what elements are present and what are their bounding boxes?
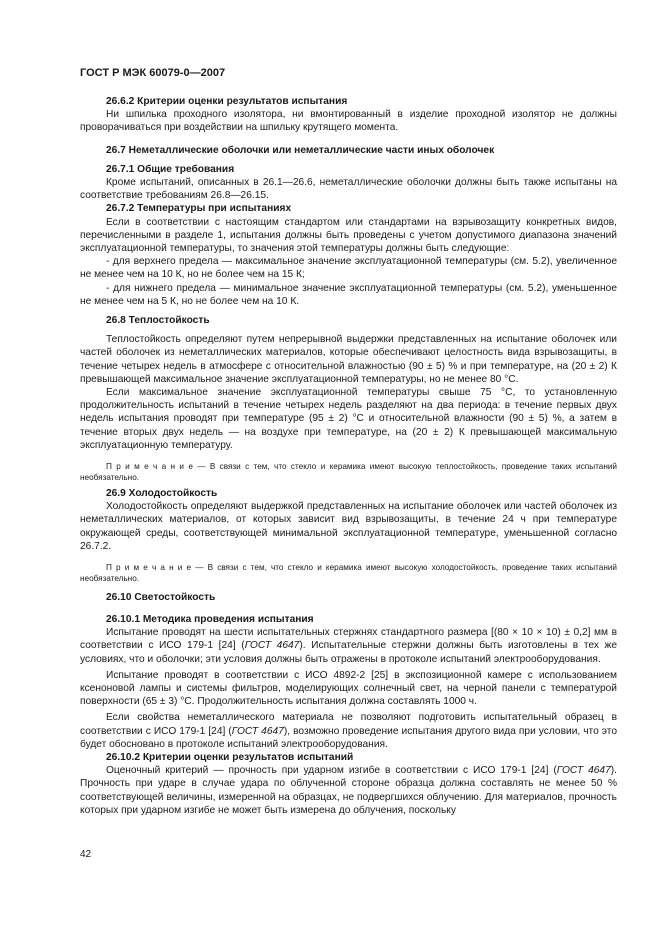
paragraph: Ни шпилька проходного изолятора, ни вмонтированный в изделие проходной изолятор не должны проворачиваться при воздействии на шпильку крутящего момента. — [80, 109, 617, 134]
paragraph: Теплостойкость определяют путем непрерывной выдержки представленных на испытание оболочек или частей оболочек из неметаллических материалов, которые обеспечивают целостность вида взрывозащиты, в течение четырех недель в атмосфере с относительной влажностью (90 ± 5) % и при температуре, на (20 ± 2) К превышающей максимальное значение эксплуатационной температуры, но не менее 80 °С. — [80, 334, 617, 385]
text-run: Испытание проводят на шести испытательных стержнях стандартного размера [(80 × 10 × 10) ± 0,2] мм в соответствии с ИСО 179-1 [24] ( — [80, 627, 617, 652]
paragraph — [80, 626, 617, 666]
paragraph: Если в соответствии с настоящим стандартом или стандартами на взрывозащиту конкретных видов, перечисленными в разделе 1, испытания должны быть проведены с учетом допустимого диапазона значений эксплуатационной температуры, то значения этой температуры должны быть следующие: — [80, 216, 617, 255]
text-run: ). Испытательные стержни должны быть изготовлены в тех же условиях, что и оболочки; эти условия должны быть отражены в протоколе испытаний электрооборудования. — [80, 640, 618, 665]
paragraph: Испытание проводят в соответствии с ИСО 4892-2 [25] в экспозиционной камере с использованием ксеноновой лампы и системы фильтров, моделирующих солнечный свет, на черной панели с температурой поверхности (65 ± 3) °С. Продолжительность испытания должна составлять 1000 ч. — [80, 669, 617, 708]
list-item: - для нижнего предела — минимальное значение эксплуатационной температуры (см. 5.2), уменьшенное не менее чем на 5 К, но не более чем на 10 К. — [80, 282, 617, 307]
paragraph: Холодостойкость определяют выдержкой представленных на испытание оболочек или частей оболочек из неметаллических материалов, от которых зависит вид взрывозащиты, в течение 24 ч при температуре окружающей среды, соответствующей минимальной эксплуатационной температуре, уменьшенной согласно 26.7.2. — [80, 501, 617, 552]
paragraph — [80, 711, 617, 751]
paragraph: Кроме испытаний, описанных в 26.1—26.6, неметаллические оболочки должны быть также испытаны на соответствие требованиям 26.8—26.15. — [80, 177, 617, 202]
heading-26-10-2: 26.10.2 Критерии оценки результатов испытаний — [106, 751, 354, 763]
note: П р и м е ч а н и е — В связи с тем, что стекло и керамика имеют высокую теплостойкость, проведение таких испытаний необязательно. — [80, 462, 617, 483]
heading-26-8: 26.8 Теплостойкость — [106, 315, 210, 327]
text-run: Если свойства неметаллического материала не позволяют подготовить испытательный образец в соответствии с ИСО 179-1 [24] ( — [80, 712, 617, 737]
heading-26-7: 26.7 Неметаллические оболочки или неметаллические части иных оболочек — [106, 144, 495, 156]
heading-26-7-1: 26.7.1 Общие требования — [106, 163, 235, 175]
paragraph — [80, 764, 617, 817]
standard-reference: ГОСТ 4647 — [556, 765, 611, 777]
heading-26-7-2: 26.7.2 Температуры при испытаниях — [106, 203, 292, 215]
text-run: ), возможно проведение испытания другого вида при условии, что это будет обосновано в протоколе испытаний электрооборудования. — [80, 725, 617, 750]
heading-26-10-1: 26.10.1 Методика проведения испытания — [106, 613, 314, 625]
page-content — [80, 95, 617, 817]
paragraph: Если максимальное значение эксплуатационной температуры свыше 75 °С, то установленную продолжительность испытаний в течение четырех недель разделяют на два периода: в течение первых двух недель испытания проводят при температуре (95 ± 2) °С и относительной влажности (90 ± 5) %, а затем в течение вторых двух недель — на воздухе при температуре, на (20 ± 2) К превышающей максимальную эксплуатационную температуру. — [80, 387, 617, 451]
heading-26-9: 26.9 Холодостойкость — [106, 487, 218, 499]
text-run: Оценочный критерий — прочность при ударном изгибе в соответствии с ИСО 179-1 [24] ( — [106, 765, 557, 777]
page-number: 42 — [80, 849, 92, 860]
list-item: - для верхнего предела — максимальное значение эксплуатационной температуры (см. 5.2), увеличенное не менее чем на 10 К, но не более чем на 15 К; — [80, 256, 617, 281]
document-header: ГОСТ Р МЭК 60079-0—2007 — [80, 67, 226, 79]
text-run: ). Прочность при ударе в случае удара по облученной стороне образца должна составлять не менее 50 % соответствующей величины, измеренной на образцах, не подвергшихся облучению. Для материалов, прочность которых при ударном изгибе не может быть измерена до облучения, поскольку — [80, 765, 617, 816]
standard-reference: ГОСТ 4647 — [231, 725, 284, 737]
standard-reference: ГОСТ 4647 — [244, 640, 300, 652]
note: П р и м е ч а н и е — В связи с тем, что стекло и керамика имеют высокую холодостойкость, проведение таких испытаний необязательно. — [80, 562, 617, 584]
heading-26-10: 26.10 Светостойкость — [106, 591, 216, 603]
heading-26-6-2: 26.6.2 Критерии оценки результатов испытания — [106, 96, 348, 107]
